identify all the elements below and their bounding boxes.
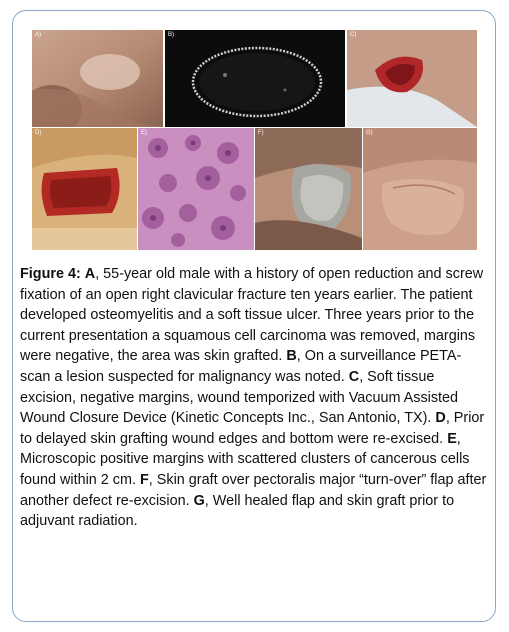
figure-label: Figure 4: bbox=[20, 266, 81, 282]
panel-a-label: A) bbox=[35, 32, 41, 38]
caption-text-e: , Microscopic positive margins with scattered clusters of cancerous cells found within 2 cm. bbox=[20, 430, 470, 488]
panel-f-image bbox=[255, 128, 362, 250]
panel-c-label: C) bbox=[350, 32, 357, 38]
caption-key-c: C bbox=[348, 368, 360, 385]
panel-g-image bbox=[363, 128, 477, 250]
caption-key-g: G bbox=[193, 492, 205, 509]
panel-e-label: E) bbox=[141, 130, 147, 136]
panel-g-label: G) bbox=[366, 130, 373, 136]
panel-f-label: F) bbox=[258, 130, 264, 136]
panel-a-image bbox=[32, 30, 163, 127]
caption-key-d: D bbox=[435, 410, 446, 427]
caption-text-g: , Well healed flap and skin graft prior to adjuvant radiation. bbox=[20, 492, 455, 530]
panel-a-photo bbox=[32, 30, 163, 127]
caption-key-e: E bbox=[447, 430, 457, 447]
panel-b-image bbox=[165, 30, 345, 127]
panel-b-label: B) bbox=[168, 32, 174, 38]
caption-text-f: , Skin graft over pectoralis major “turn-over” flap after another defect re-excision. bbox=[20, 471, 487, 509]
caption-text-c: , Soft tissue excision, negative margins, wound temporized with Vacuum Assisted Wound Closure Device (Kinetic Concepts Inc., San Antonio, TX). bbox=[20, 368, 459, 427]
panel-b-scan bbox=[165, 30, 345, 127]
panel-c-photo bbox=[347, 30, 477, 127]
caption-text-d: , Prior to delayed skin grafting wound edges and bottom were re-excised. bbox=[20, 410, 485, 447]
panel-e-image bbox=[138, 128, 254, 250]
caption-key-a: A bbox=[84, 266, 96, 282]
panel-d-label: D) bbox=[35, 130, 42, 136]
panel-c-image bbox=[347, 30, 477, 127]
caption-key-f: F bbox=[139, 471, 149, 488]
figure-caption bbox=[20, 264, 488, 532]
panel-g-photo bbox=[363, 128, 477, 250]
panel-f-photo bbox=[255, 128, 362, 250]
panel-d-image bbox=[32, 128, 137, 250]
caption-text-a: , 55-year old male with a history of open reduction and screw fixation of an open right clavicular fracture ten years earlier. The patient developed osteomyelitis and a soft tissue ulcer. Three years prior to the current presentation a squamous cell carcinoma was removed, margins were negative, the area was skin grafted. bbox=[20, 266, 484, 365]
caption-key-b: B bbox=[286, 348, 297, 365]
panel-e-histology bbox=[138, 128, 254, 250]
panel-d-photo bbox=[32, 128, 137, 250]
caption-text-b: , On a surveillance PETA-scan a lesion suspected for malignancy was noted. bbox=[20, 348, 462, 385]
